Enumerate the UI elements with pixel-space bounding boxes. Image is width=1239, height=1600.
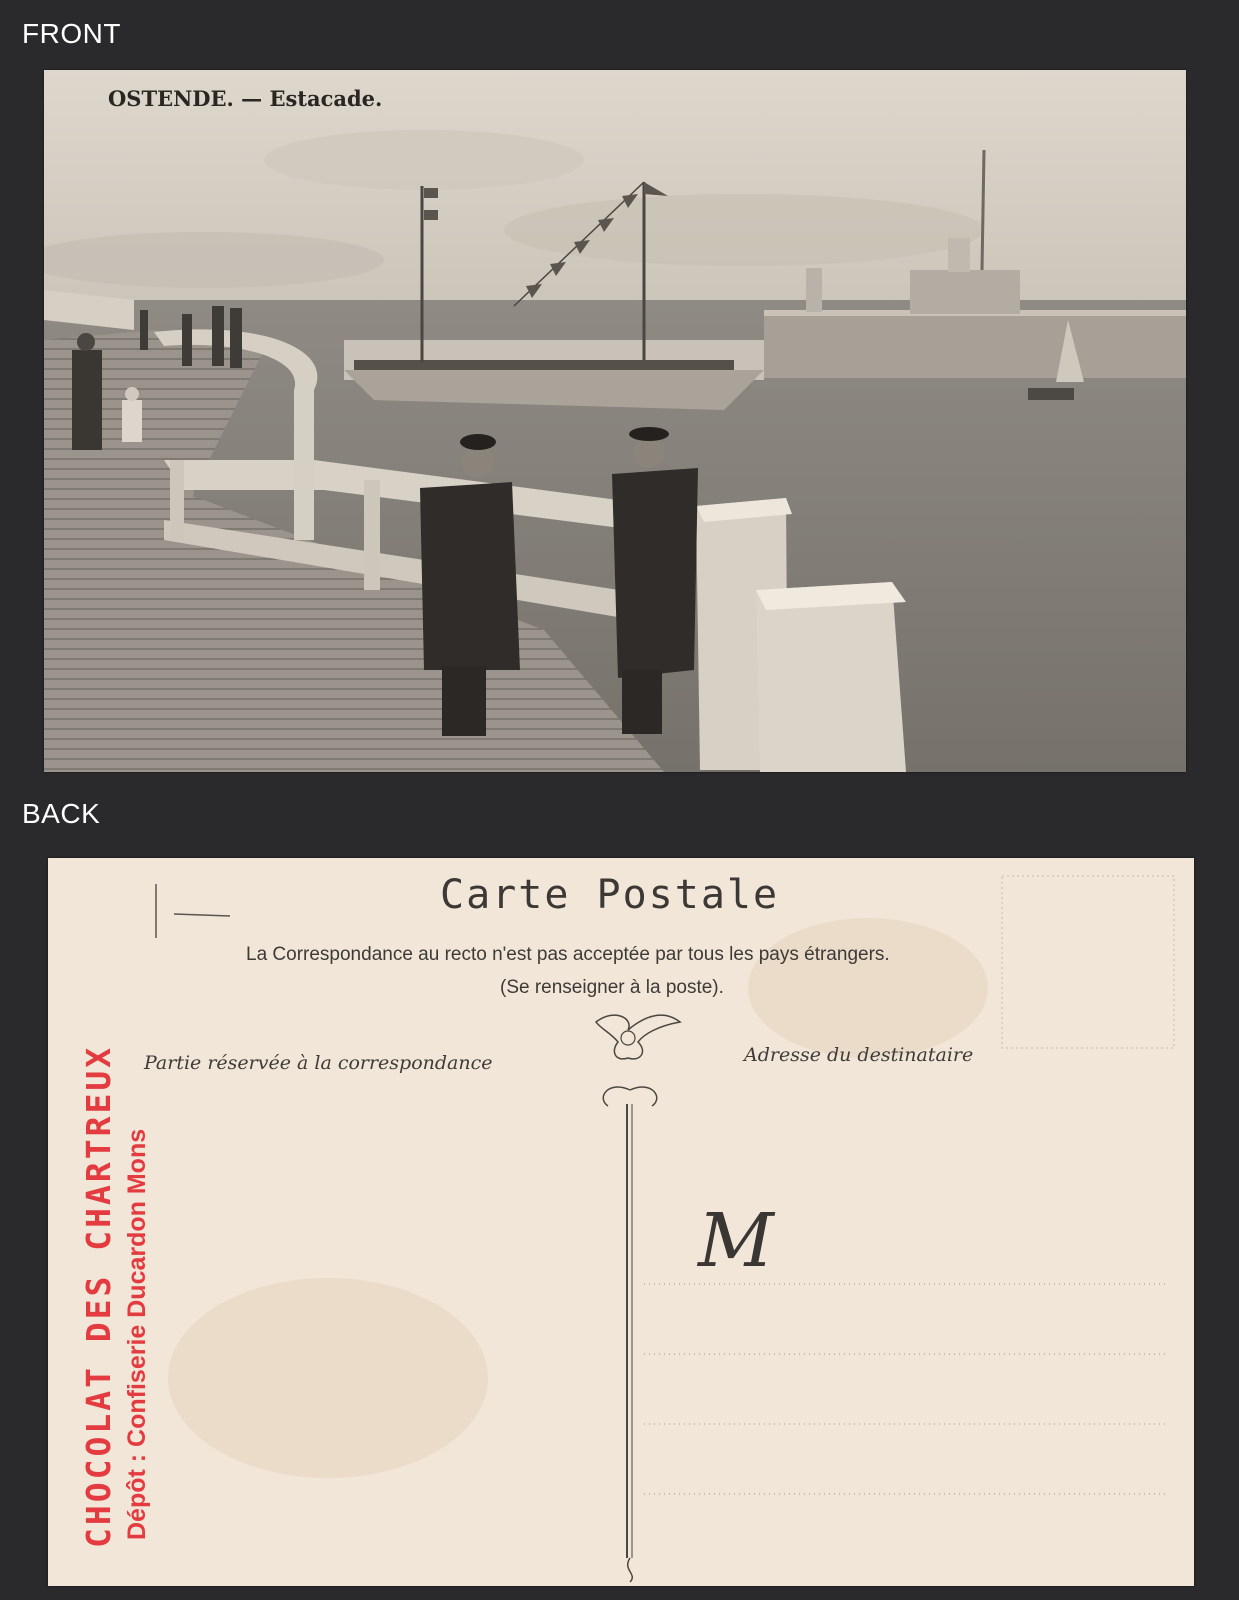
advert-depot: Dépôt : Confiserie Ducardon Mons (123, 1128, 151, 1540)
pier-photograph (44, 70, 1186, 772)
front-label: FRONT (22, 18, 121, 49)
postcard-title: Carte Postale (440, 872, 780, 918)
address-section-label: Adresse du destinataire (744, 1044, 974, 1066)
caption-place: OSTENDE. (108, 86, 234, 111)
front-caption (108, 86, 382, 111)
advert-brand: CHOCOLAT DES CHARTREUX (79, 1044, 118, 1548)
caption-dash: — (241, 86, 263, 111)
address-initial: M (698, 1198, 774, 1284)
back-decorations (48, 858, 1194, 1586)
caption-subject: Estacade. (269, 86, 383, 111)
correspondence-notice-note: (Se renseigner à la poste). (500, 977, 724, 998)
advert-text (78, 1045, 154, 1548)
back-label: BACK (22, 798, 101, 829)
correspondence-section-label: Partie réservée à la correspondance (144, 1052, 493, 1074)
correspondence-notice: La Correspondance au recto n'est pas acceptée par tous les pays étrangers. (246, 944, 890, 965)
eagle-emblem-icon (596, 1015, 680, 1059)
postcard-back (48, 858, 1194, 1586)
postcard-front (44, 70, 1186, 772)
